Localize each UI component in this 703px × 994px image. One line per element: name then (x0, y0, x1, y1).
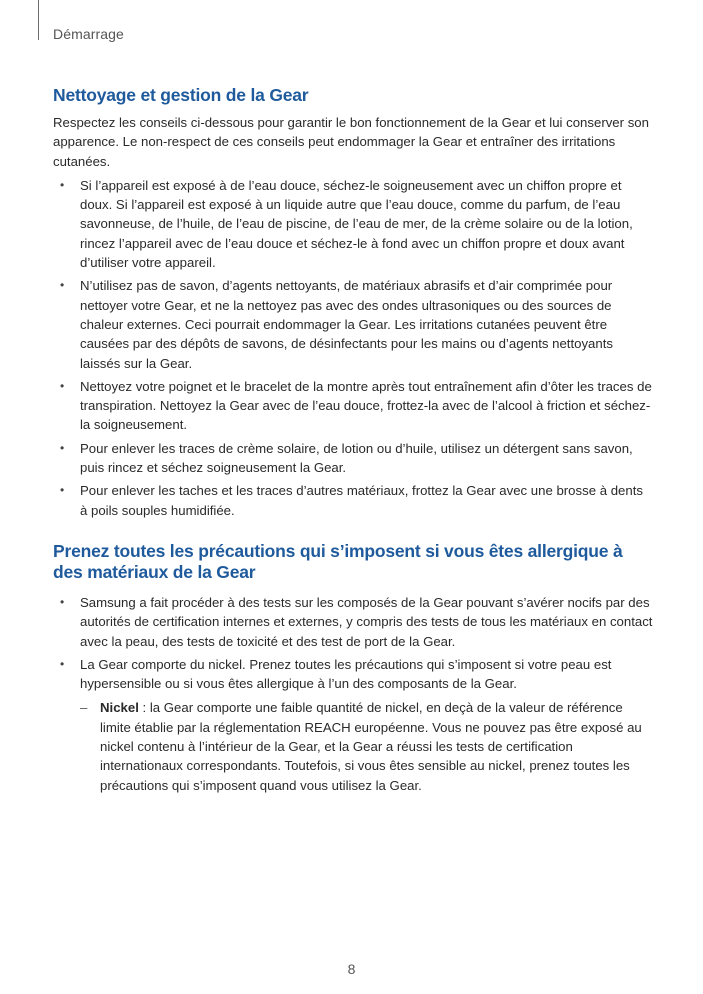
bullet-icon: • (60, 378, 65, 393)
list-item (53, 377, 653, 435)
dash-icon: – (80, 700, 88, 716)
section-cleaning (53, 84, 653, 520)
bullet-icon: • (60, 278, 65, 293)
list-item-text: Nettoyez votre poignet et le bracelet de la montre après tout entraînement afin d’ôter les traces de transpiration. Nettoyez la Gear avec de l’eau douce, frottez-la avec de l’alcool à friction et séchez-la soigneusement. (80, 378, 652, 433)
list-item (53, 439, 653, 478)
list-item (53, 176, 653, 272)
list-item (53, 276, 653, 372)
list-item-text: Samsung a fait procéder à des tests sur les composés de la Gear pouvant s’avérer nocifs par des autorités de certification internes et externes, y compris des tests de tous les matériaux en contact avec la peau, des tests de toxicité et des test de port de la Gear. (80, 594, 653, 649)
page-content (53, 84, 653, 799)
nickel-term: Nickel (100, 700, 139, 716)
page-number: 8 (347, 961, 356, 977)
nickel-note (80, 698, 653, 794)
allergy-list (53, 593, 653, 795)
list-item (53, 655, 653, 795)
list-item-text: Si l’appareil est exposé à de l’eau douce, séchez-le soigneusement avec un chiffon propre et doux. Si l’appareil est exposé à un liquide autre que l’eau douce, comme du parfum, de l’eau savonneuse, de l’huile, de l’eau de piscine, de l’eau de mer, de la crème solaire ou de la lotion, rincez l’appareil avec de l’eau douce et séchez-le à fond avec un chiffon propre et doux avant d’utiliser votre appareil. (80, 177, 633, 271)
intro-paragraph: Respectez les conseils ci-dessous pour garantir le bon fonctionnement de la Gear et lui conserver son apparence. Le non-respect de ces conseils peut endommager la Gear et entraîner des irritations cutanées. (53, 115, 649, 169)
bullet-icon: • (60, 483, 65, 498)
bullet-icon: • (60, 177, 65, 192)
list-item (53, 593, 653, 651)
list-item-text: N’utilisez pas de savon, d’agents nettoyants, de matériaux abrasifs et d’air comprimée pour nettoyer votre Gear, et ne la nettoyez pas avec des ondes ultrasoniques ou des sources de chaleur externes. Ceci pourrait endommager la Gear. Les irritations cutanées peuvent être causées par des dépôts de savons, de désinfectants pour les mains ou d’agents nettoyants laissés sur la Gear. (80, 278, 613, 371)
bullet-icon: • (60, 440, 65, 455)
list-item-text: La Gear comporte du nickel. Prenez toutes les précautions qui s’imposent si votre peau est hypersensible ou si vous êtes allergique à l’un des composants de la Gear. (80, 656, 612, 692)
nickel-text: : la Gear comporte une faible quantité de nickel, en deçà de la valeur de référence limite établie par la réglementation REACH européenne. Vous ne pouvez pas être exposé au nickel contenu à l’intérieur de la Gear, et la Gear a réussi les tests de certification internationaux correspondants. Toutefois, si vous êtes sensible au nickel, prenez toutes les précautions qui s’imposent quand vous utilisez la Gear. (100, 700, 642, 793)
margin-rule (38, 0, 39, 40)
bullet-icon: • (60, 656, 65, 671)
list-item-text: Pour enlever les taches et les traces d’autres matériaux, frottez la Gear avec une brosse à dents à poils souples humidifiée. (80, 483, 643, 518)
list-item (53, 481, 653, 520)
section-allergy (53, 541, 653, 795)
bullet-icon: • (60, 594, 65, 609)
list-item-text: Pour enlever les traces de crème solaire, de lotion ou d’huile, utilisez un détergent sans savon, puis rincez et séchez soigneusement la Gear. (80, 440, 633, 476)
running-header: Démarrage (53, 26, 124, 42)
section-heading: Nettoyage et gestion de la Gear (53, 85, 309, 105)
cleaning-list (53, 176, 653, 520)
section-heading: Prenez toutes les précautions qui s’imposent si vous êtes allergique à des matériaux de la Gear (53, 540, 623, 583)
